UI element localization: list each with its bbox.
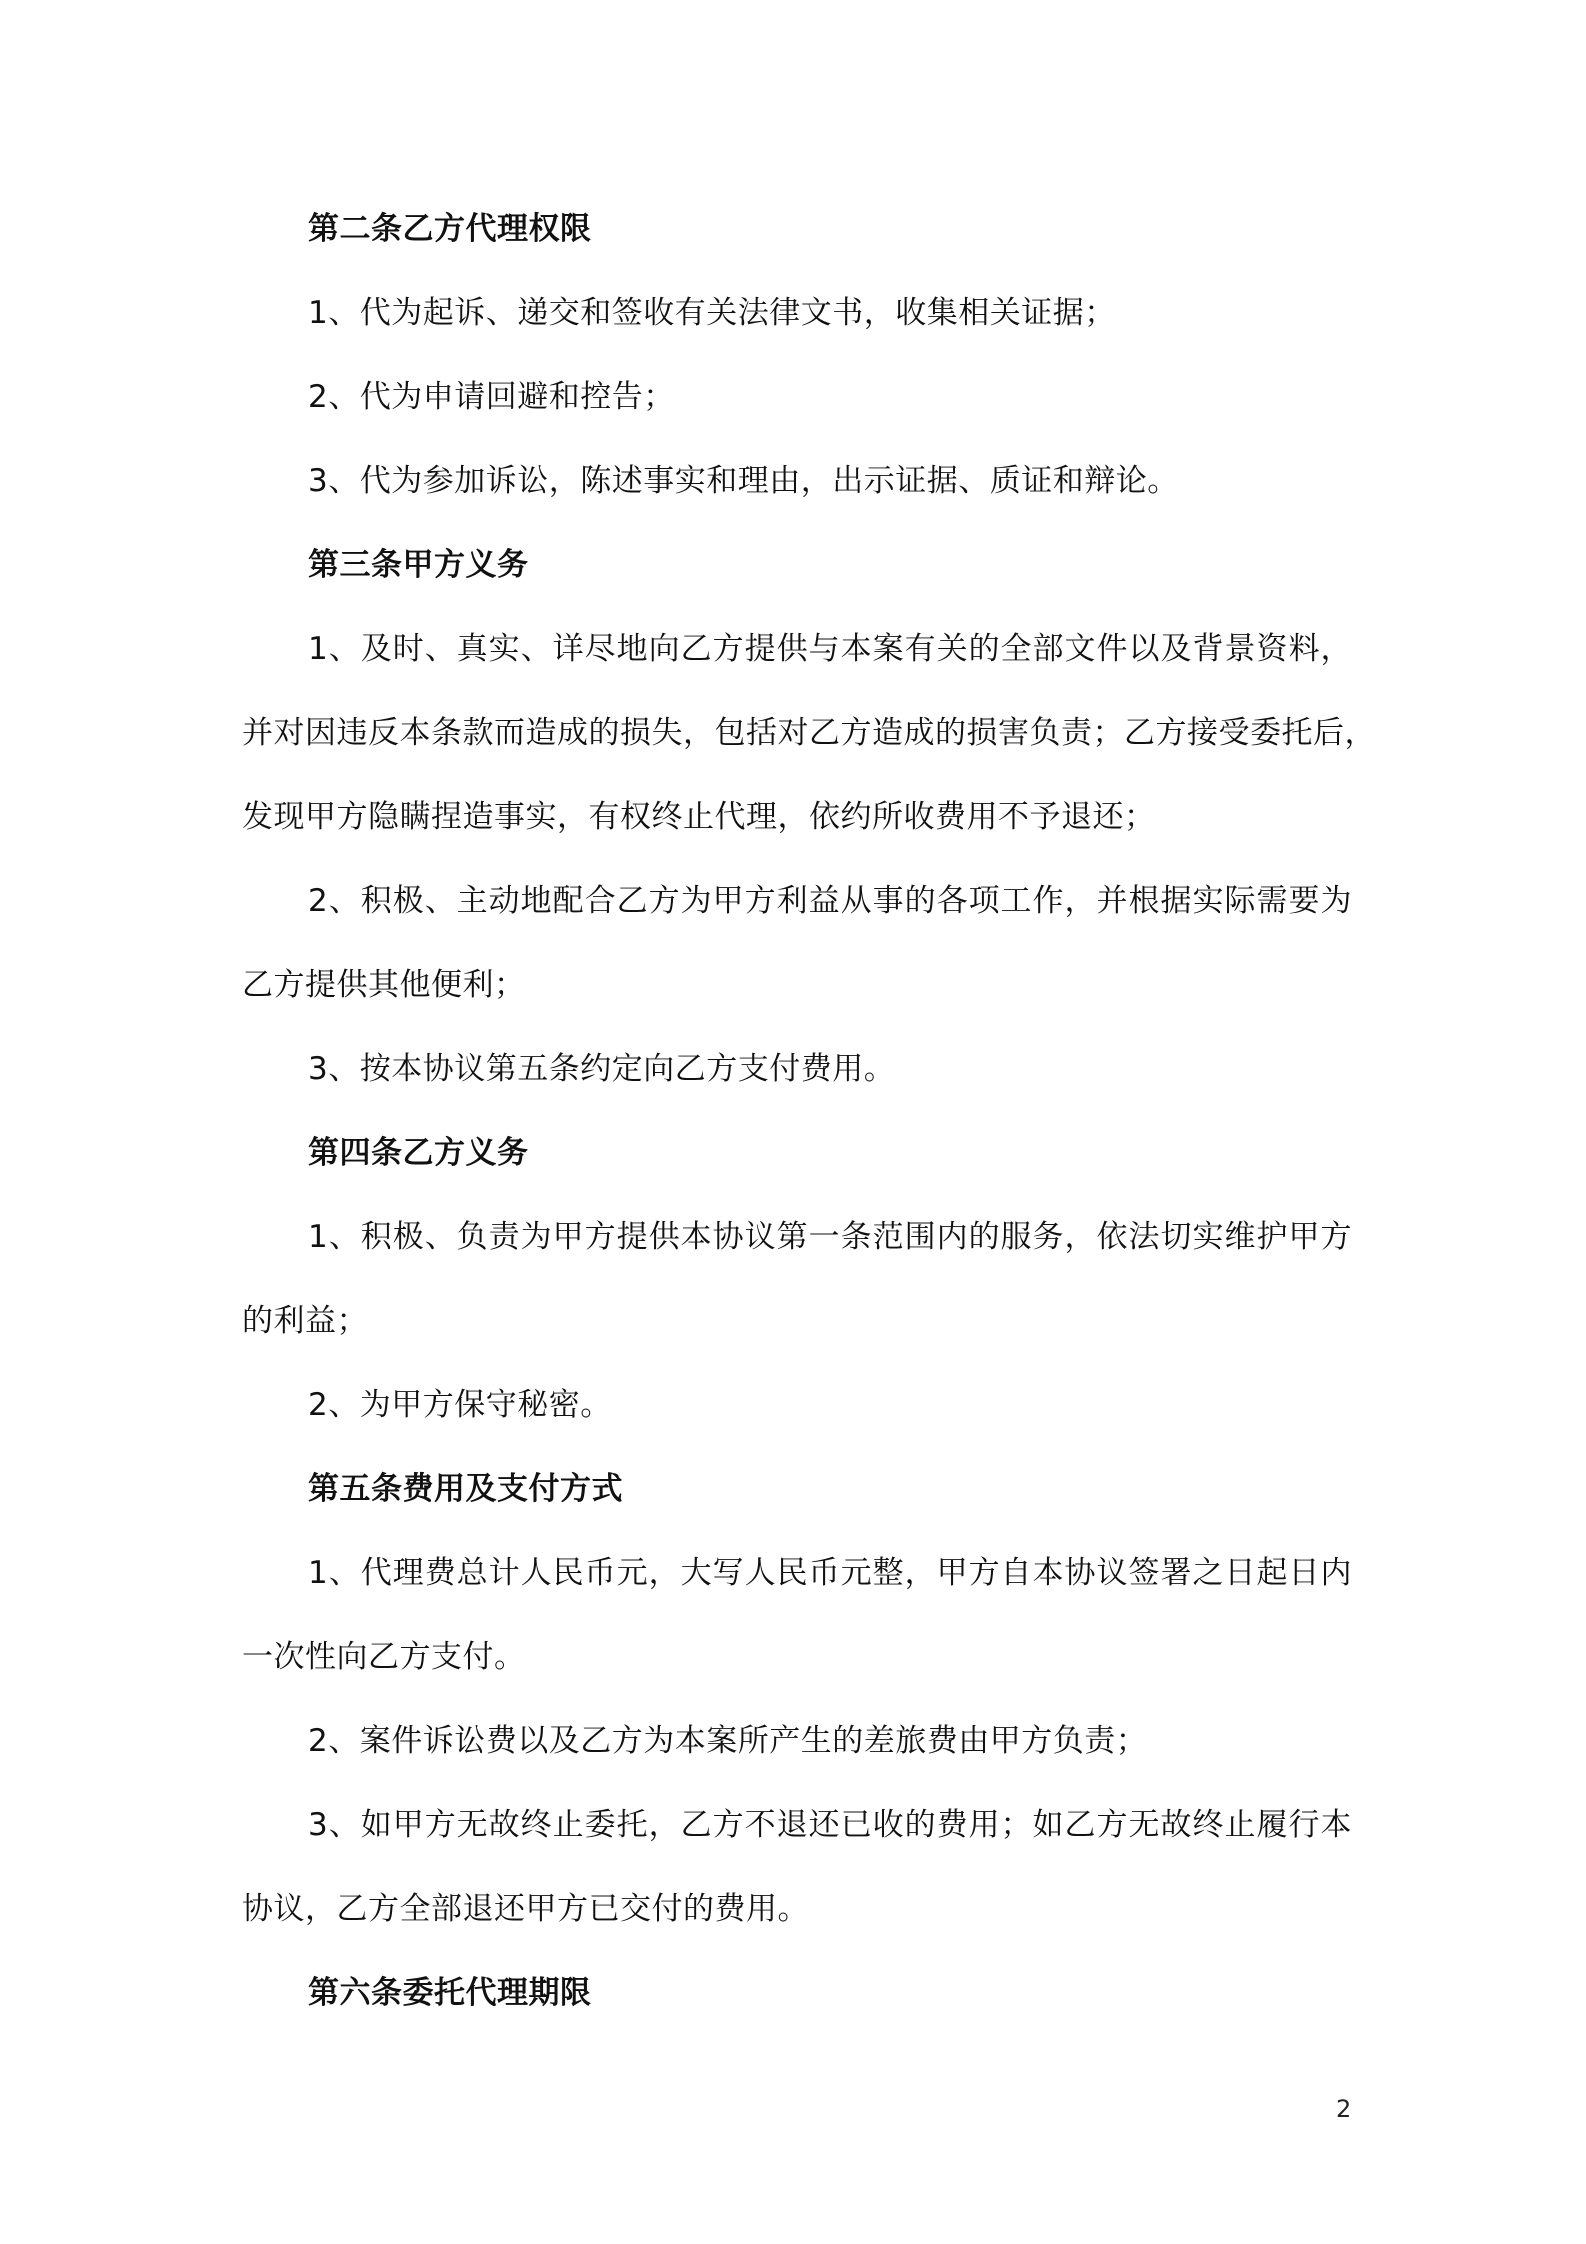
article-3-item-3: 3、按本协议第五条约定向乙方支付费用。 xyxy=(308,1051,896,1087)
article-5-item-3-line-1: 3、如甲方无故终止委托，乙方不退还已收的费用；如乙方无故终止履行本 xyxy=(308,1807,1352,1843)
article-5-item-1-line-1: 1、代理费总计人民币元，大写人民币元整，甲方自本协议签署之日起日内 xyxy=(308,1555,1352,1591)
article-4-heading: 第四条乙方义务 xyxy=(308,1135,529,1171)
article-3-item-2-line-1: 2、积极、主动地配合乙方为甲方利益从事的各项工作，并根据实际需要为 xyxy=(308,883,1352,919)
article-2-heading: 第二条乙方代理权限 xyxy=(308,211,592,247)
article-4-item-2: 2、为甲方保守秘密。 xyxy=(308,1387,612,1423)
article-2-item-1: 1、代为起诉、递交和签收有关法律文书，收集相关证据； xyxy=(308,295,1116,331)
article-2-item-2: 2、代为申请回避和控告； xyxy=(308,379,675,415)
article-5-item-1-line-2: 一次性向乙方支付。 xyxy=(242,1639,526,1675)
article-6-heading: 第六条委托代理期限 xyxy=(308,1975,592,2011)
article-2-item-3: 3、代为参加诉讼，陈述事实和理由，出示证据、质证和辩论。 xyxy=(308,463,1179,499)
article-3-item-1-line-2: 并对因违反本条款而造成的损失，包括对乙方造成的损害负责；乙方接受委托后， xyxy=(242,715,1376,751)
page-number: 2 xyxy=(1336,2095,1352,2123)
article-3-item-1-line-1: 1、及时、真实、详尽地向乙方提供与本案有关的全部文件以及背景资料， xyxy=(308,631,1352,667)
article-3-item-2-line-2: 乙方提供其他便利； xyxy=(242,967,526,1003)
article-5-heading: 第五条费用及支付方式 xyxy=(308,1471,623,1507)
article-3-heading: 第三条甲方义务 xyxy=(308,547,529,583)
article-5-item-3-line-2: 协议，乙方全部退还甲方已交付的费用。 xyxy=(242,1891,809,1927)
article-5-item-2: 2、案件诉讼费以及乙方为本案所产生的差旅费由甲方负责； xyxy=(308,1723,1148,1759)
article-3-item-1-line-3: 发现甲方隐瞒捏造事实，有权终止代理，依约所收费用不予退还； xyxy=(242,799,1156,835)
article-4-item-1-line-2: 的利益； xyxy=(242,1303,368,1339)
article-4-item-1-line-1: 1、积极、负责为甲方提供本协议第一条范围内的服务，依法切实维护甲方 xyxy=(308,1219,1352,1255)
